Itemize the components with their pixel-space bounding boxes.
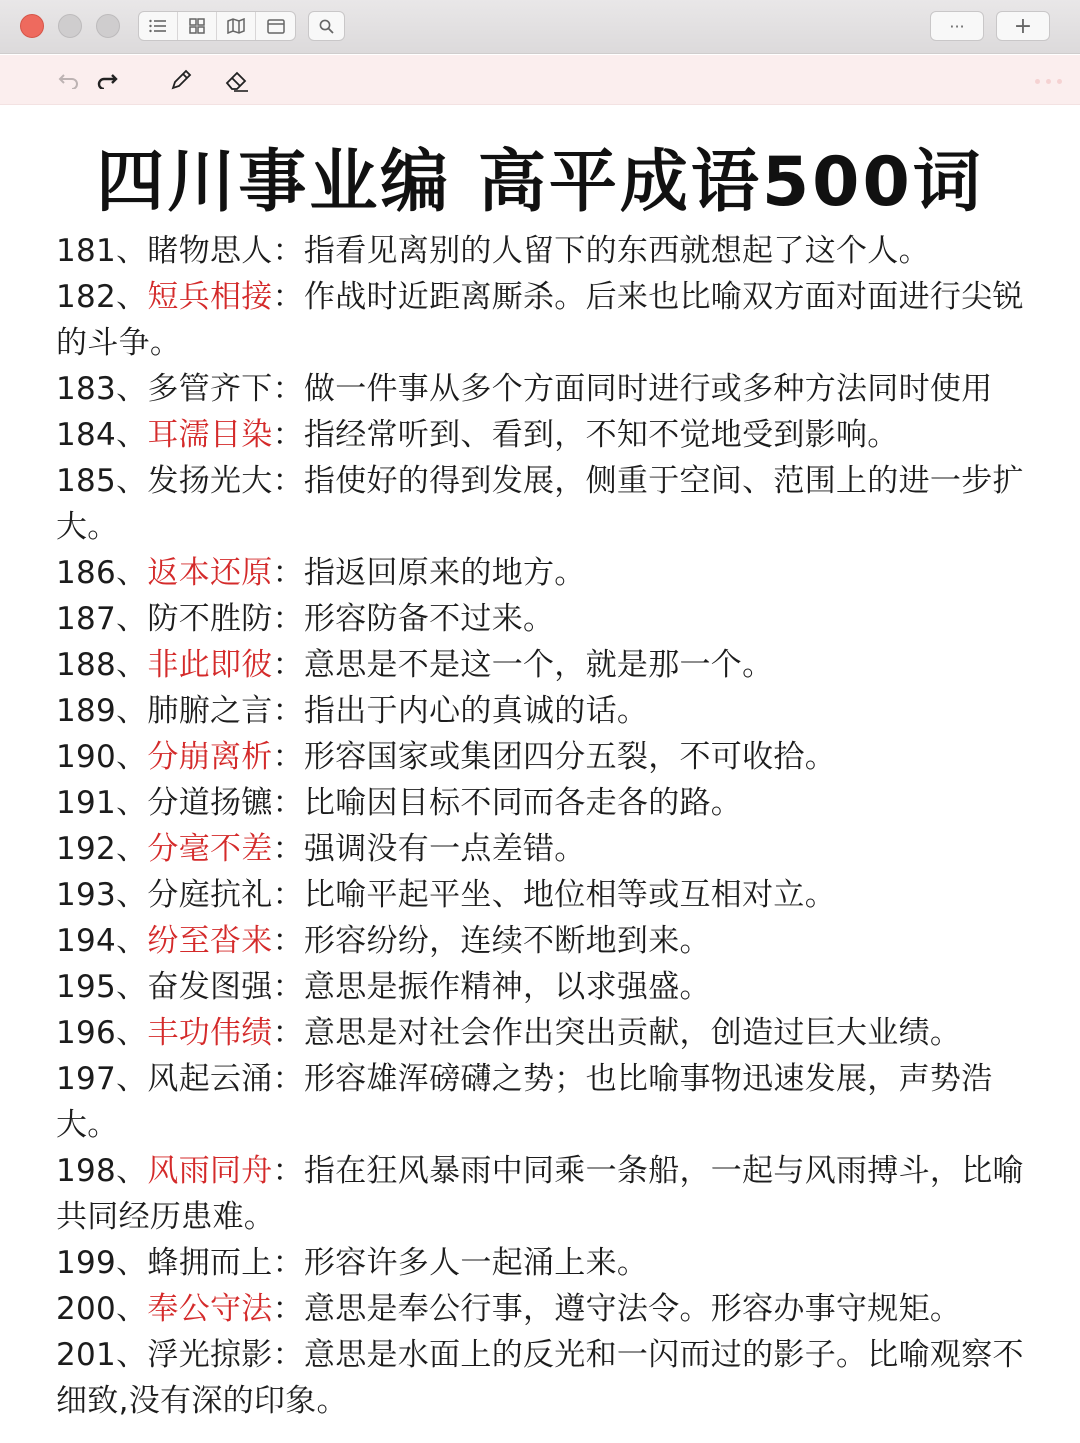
idiom-term: 奉公守法: [147, 1291, 273, 1327]
idiom-entry: [56, 964, 1031, 1010]
idiom-number-separator: 、: [116, 555, 148, 591]
idiom-entry: [56, 596, 1031, 642]
idiom-number: 189: [56, 693, 117, 729]
idiom-entry: [56, 1240, 1031, 1286]
eraser-tool-button[interactable]: [222, 65, 252, 95]
idiom-term: 发扬光大: [147, 463, 273, 499]
idiom-number-separator: 、: [116, 1061, 148, 1097]
idiom-number: 201: [56, 1337, 117, 1373]
idiom-definition: 形容纷纷，连续不断地到来。: [303, 923, 711, 959]
edit-toolbar: [0, 55, 1080, 105]
list-icon: [149, 19, 167, 33]
idiom-colon: ：: [272, 279, 304, 315]
idiom-term: 耳濡目染: [147, 417, 273, 453]
idiom-definition: 强调没有一点差错。: [303, 831, 586, 867]
idiom-number: 186: [56, 555, 117, 591]
idiom-entry: [56, 826, 1031, 872]
idiom-definition: 指在狂风暴雨中同乘一条船，一起与风雨搏斗，比喻共同经历患难。: [56, 1153, 1024, 1235]
idiom-definition: 比喻因目标不同而各走各的路。: [303, 785, 743, 821]
idiom-entry: [56, 1332, 1031, 1424]
redo-button[interactable]: [92, 65, 122, 95]
idiom-number: 195: [56, 969, 117, 1005]
idiom-number: 197: [56, 1061, 117, 1097]
idiom-definition: 指返回原来的地方。: [303, 555, 586, 591]
idiom-entry: [56, 642, 1031, 688]
search-button[interactable]: [308, 11, 345, 41]
idiom-number-separator: 、: [116, 417, 148, 453]
idiom-definition: 比喻平起平坐、地位相等或互相对立。: [303, 877, 837, 913]
idiom-colon: ：: [272, 831, 304, 867]
pen-icon: [169, 68, 193, 92]
idiom-definition: 意思是水面上的反光和一闪而过的影子。比喻观察不细致,没有深的印象。: [56, 1337, 1024, 1419]
idiom-number: 200: [56, 1291, 117, 1327]
more-icon: ···: [949, 16, 965, 36]
idiom-number-separator: 、: [116, 1015, 148, 1051]
list-view-button[interactable]: [139, 12, 178, 40]
idiom-term: 奋发图强: [147, 969, 273, 1005]
idiom-number-separator: 、: [116, 739, 148, 775]
idiom-definition: 意思是对社会作出突出贡献，创造过巨大业绩。: [303, 1015, 962, 1051]
idiom-entry: [56, 918, 1031, 964]
close-window-button[interactable]: [20, 14, 44, 38]
idiom-number: 191: [56, 785, 117, 821]
idiom-number-separator: 、: [116, 1245, 148, 1281]
redo-icon: [96, 71, 118, 89]
idiom-definition: 形容许多人一起涌上来。: [303, 1245, 649, 1281]
more-button[interactable]: [930, 11, 984, 41]
idiom-number: 185: [56, 463, 117, 499]
idiom-colon: ：: [272, 555, 304, 591]
idiom-number-separator: 、: [116, 463, 148, 499]
idiom-term: 浮光掠影: [147, 1337, 273, 1373]
idiom-entry: [56, 1148, 1031, 1240]
idiom-term: 返本还原: [147, 555, 273, 591]
idiom-term: 风起云涌: [147, 1061, 273, 1097]
idiom-colon: ：: [272, 1245, 304, 1281]
idiom-definition: 指出于内心的真诚的话。: [303, 693, 649, 729]
idiom-term: 分崩离析: [147, 739, 273, 775]
idiom-entry: [56, 274, 1031, 366]
idiom-number-separator: 、: [116, 371, 148, 407]
idiom-entry: [56, 688, 1031, 734]
idiom-entry: [56, 412, 1031, 458]
idiom-entry: [56, 1286, 1031, 1332]
idiom-number-separator: 、: [116, 1291, 148, 1327]
idiom-definition: 意思是振作精神，以求强盛。: [303, 969, 711, 1005]
idiom-colon: ：: [272, 1061, 304, 1097]
idiom-number: 188: [56, 647, 117, 683]
idiom-definition: 形容雄浑磅礴之势；也比喻事物迅速发展，声势浩大。: [56, 1061, 993, 1143]
idiom-colon: ：: [272, 877, 304, 913]
idiom-number: 199: [56, 1245, 117, 1281]
grid-view-button[interactable]: [178, 12, 217, 40]
idiom-number: 187: [56, 601, 117, 637]
idiom-number: 181: [56, 233, 117, 269]
map-icon: [227, 18, 245, 34]
idiom-term: 蜂拥而上: [147, 1245, 273, 1281]
idiom-entry: [56, 1056, 1031, 1148]
idiom-colon: ：: [272, 1015, 304, 1051]
idiom-term: 分毫不差: [147, 831, 273, 867]
panel-icon: [267, 19, 285, 34]
idiom-number: 183: [56, 371, 117, 407]
idiom-definition: 意思是不是这一个，就是那一个。: [303, 647, 774, 683]
idiom-number-separator: 、: [116, 1337, 148, 1373]
idiom-definition: 形容国家或集团四分五裂，不可收拾。: [303, 739, 837, 775]
idiom-number: 198: [56, 1153, 117, 1189]
idiom-colon: ：: [272, 463, 304, 499]
idiom-entry: [56, 780, 1031, 826]
idiom-number-separator: 、: [116, 923, 148, 959]
idiom-term: 分道扬镳: [147, 785, 273, 821]
idiom-colon: ：: [272, 923, 304, 959]
idiom-term: 肺腑之言: [147, 693, 273, 729]
page-title: 四川事业编 高平成语500词: [96, 143, 984, 222]
idiom-term: 多管齐下: [147, 371, 273, 407]
idiom-term: 纷至沓来: [147, 923, 273, 959]
idiom-list: [56, 228, 1031, 1424]
idiom-number-separator: 、: [116, 233, 148, 269]
idiom-number: 194: [56, 923, 117, 959]
toolbar-overflow-dots: [1035, 79, 1062, 84]
idiom-definition: 指使好的得到发展，侧重于空间、范围上的进一步扩大。: [56, 463, 1024, 545]
idiom-definition: 指看见离别的人留下的东西就想起了这个人。: [303, 233, 930, 269]
idiom-number-separator: 、: [116, 785, 148, 821]
idiom-definition: 做一件事从多个方面同时进行或多种方法同时使用: [303, 371, 993, 407]
eraser-icon: [224, 68, 250, 92]
idiom-number: 190: [56, 739, 117, 775]
panel-view-button[interactable]: [256, 12, 295, 40]
idiom-number: 184: [56, 417, 117, 453]
idiom-number-separator: 、: [116, 647, 148, 683]
idiom-number: 192: [56, 831, 117, 867]
idiom-number-separator: 、: [116, 831, 148, 867]
idiom-colon: ：: [272, 969, 304, 1005]
plus-icon: +: [1013, 13, 1033, 39]
idiom-colon: ：: [272, 371, 304, 407]
minimize-window-button[interactable]: [58, 14, 82, 38]
idiom-number: 193: [56, 877, 117, 913]
idiom-number-separator: 、: [116, 877, 148, 913]
idiom-definition: 指经常听到、看到，不知不觉地受到影响。: [303, 417, 899, 453]
window-titlebar: [0, 0, 1080, 54]
undo-icon: [58, 71, 80, 89]
idiom-number-separator: 、: [116, 693, 148, 729]
idiom-entry: [56, 458, 1031, 550]
idiom-term: 丰功伟绩: [147, 1015, 273, 1051]
idiom-entry: [56, 1010, 1031, 1056]
idiom-number-separator: 、: [116, 279, 148, 315]
idiom-number: 182: [56, 279, 117, 315]
view-mode-segmented-control: [138, 11, 296, 41]
idiom-definition: 形容防备不过来。: [303, 601, 555, 637]
idiom-entry: [56, 228, 1031, 274]
idiom-colon: ：: [272, 1337, 304, 1373]
idiom-term: 睹物思人: [147, 233, 273, 269]
idiom-entry: [56, 734, 1031, 780]
idiom-term: 防不胜防: [147, 601, 273, 637]
idiom-entry: [56, 872, 1031, 918]
idiom-colon: ：: [272, 417, 304, 453]
idiom-colon: ：: [272, 693, 304, 729]
idiom-term: 非此即彼: [147, 647, 273, 683]
idiom-number-separator: 、: [116, 1153, 148, 1189]
idiom-number-separator: 、: [116, 969, 148, 1005]
idiom-entry: [56, 366, 1031, 412]
idiom-colon: ：: [272, 1153, 304, 1189]
undo-button[interactable]: [54, 65, 84, 95]
idiom-colon: ：: [272, 785, 304, 821]
idiom-term: 风雨同舟: [147, 1153, 273, 1189]
idiom-number-separator: 、: [116, 601, 148, 637]
idiom-colon: ：: [272, 647, 304, 683]
idiom-number: 196: [56, 1015, 117, 1051]
idiom-colon: ：: [272, 233, 304, 269]
idiom-term: 短兵相接: [147, 279, 273, 315]
idiom-colon: ：: [272, 601, 304, 637]
zoom-window-button[interactable]: [96, 14, 120, 38]
grid-icon: [189, 18, 205, 34]
idiom-entry: [56, 550, 1031, 596]
idiom-definition: 意思是奉公行事，遵守法令。形容办事守规矩。: [303, 1291, 962, 1327]
map-view-button[interactable]: [217, 12, 256, 40]
idiom-term: 分庭抗礼: [147, 877, 273, 913]
pen-tool-button[interactable]: [166, 65, 196, 95]
search-icon: [319, 19, 334, 34]
add-button[interactable]: [996, 11, 1050, 41]
idiom-definition: 作战时近距离厮杀。后来也比喻双方面对面进行尖锐的斗争。: [56, 279, 1024, 361]
idiom-colon: ：: [272, 1291, 304, 1327]
idiom-colon: ：: [272, 739, 304, 775]
